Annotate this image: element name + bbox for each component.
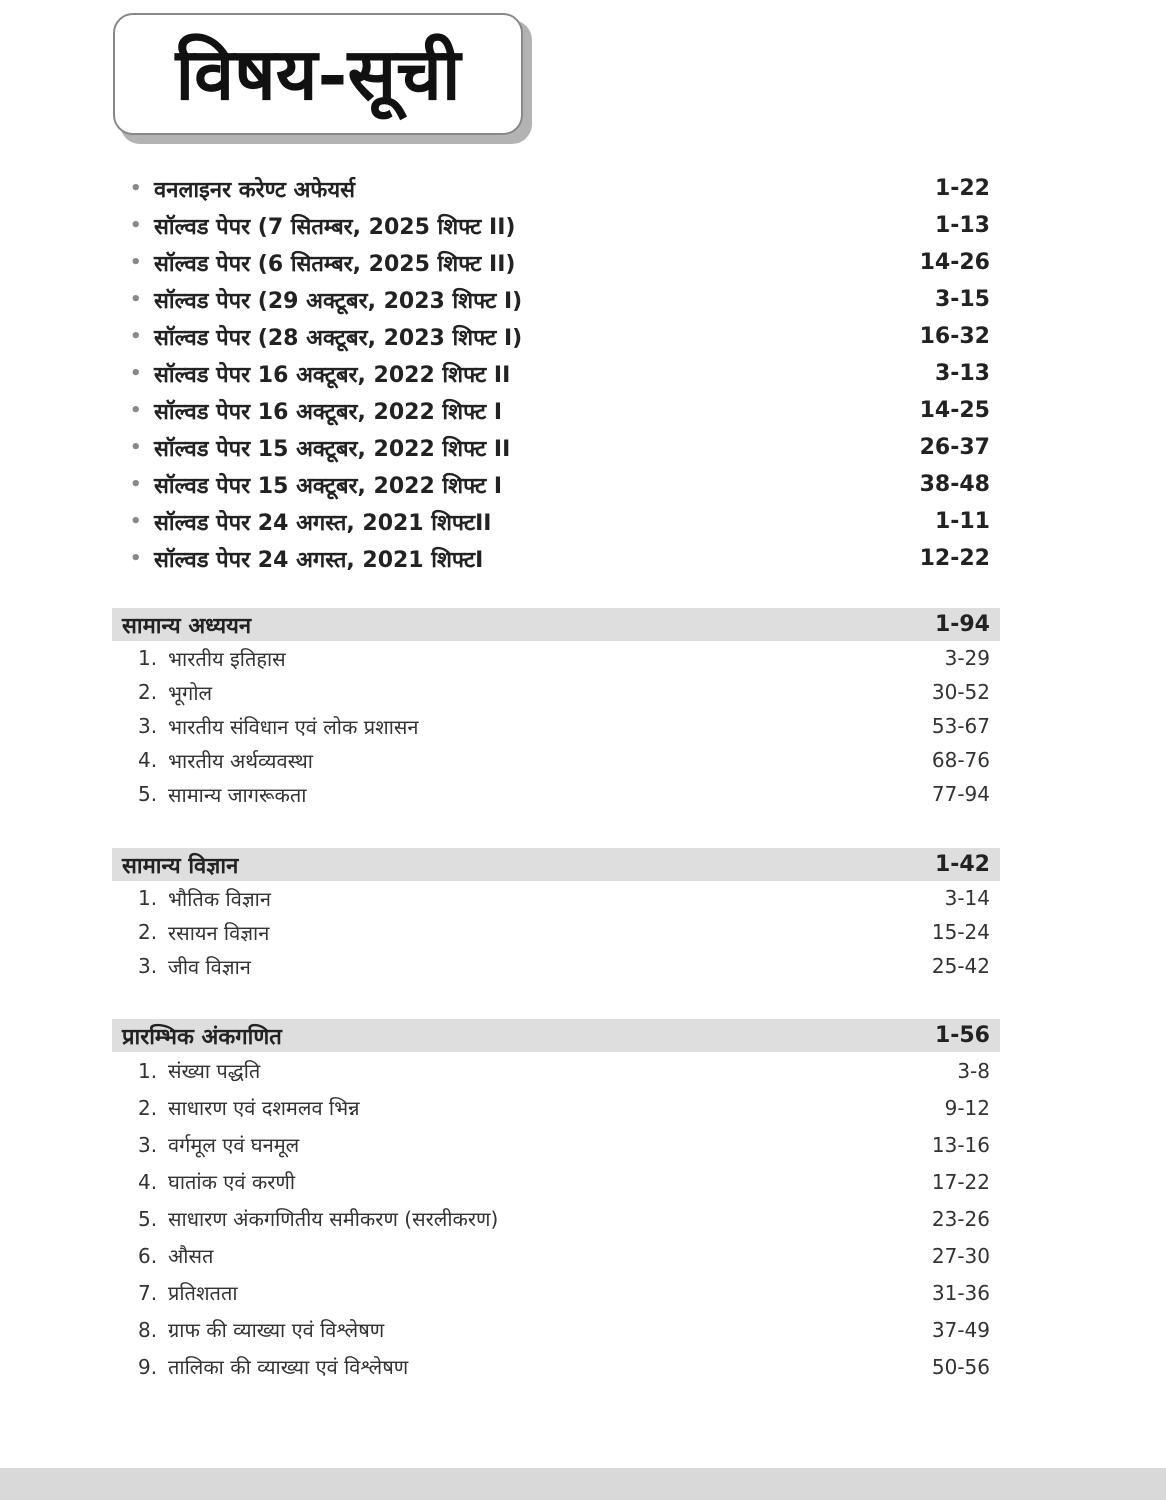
bullet-list bbox=[130, 170, 990, 577]
bullet-pages: 3-13 bbox=[934, 361, 990, 386]
item-label: साधारण अंकगणितीय समीकरण (सरलीकरण) bbox=[168, 1207, 499, 1231]
item-number: 1. bbox=[138, 1058, 158, 1083]
list-item[interactable] bbox=[112, 1200, 1000, 1237]
bullet-item[interactable] bbox=[130, 170, 990, 207]
section-general-studies bbox=[112, 608, 1000, 811]
item-number: 3. bbox=[138, 1132, 158, 1157]
bullet-dot-icon: • bbox=[130, 252, 142, 273]
item-label: सामान्य जागरूकता bbox=[168, 782, 307, 807]
bullet-pages: 1-13 bbox=[934, 213, 990, 238]
list-item[interactable] bbox=[112, 641, 1000, 675]
bullet-dot-icon: • bbox=[130, 437, 142, 458]
bullet-dot-icon: • bbox=[130, 511, 142, 532]
item-label: जीव विज्ञान bbox=[168, 954, 251, 979]
list-item[interactable] bbox=[112, 1274, 1000, 1311]
item-number: 9. bbox=[138, 1354, 158, 1379]
item-label: संख्या पद्धति bbox=[168, 1059, 261, 1083]
list-item[interactable] bbox=[112, 1052, 1000, 1089]
bullet-pages: 14-26 bbox=[919, 250, 990, 275]
bullet-dot-icon: • bbox=[130, 474, 142, 495]
bullet-label: सॉल्वड पेपर 24 अगस्त, 2021 शिफ्टII bbox=[154, 510, 492, 536]
bullet-pages: 1-11 bbox=[934, 509, 990, 534]
item-pages: 25-42 bbox=[931, 954, 990, 978]
list-item[interactable] bbox=[112, 1311, 1000, 1348]
section-header[interactable] bbox=[112, 1019, 1000, 1052]
item-number: 5. bbox=[138, 1206, 158, 1231]
list-item[interactable] bbox=[112, 915, 1000, 949]
bullet-item[interactable] bbox=[130, 244, 990, 281]
item-pages: 3-14 bbox=[944, 886, 990, 910]
bullet-dot-icon: • bbox=[130, 363, 142, 384]
section-pages: 1-94 bbox=[934, 612, 990, 637]
item-number: 1. bbox=[138, 886, 158, 910]
bullet-item[interactable] bbox=[130, 355, 990, 392]
bullet-label: सॉल्वड पेपर (7 सितम्बर, 2025 शिफ्ट II) bbox=[154, 214, 516, 240]
list-item[interactable] bbox=[112, 1089, 1000, 1126]
item-pages: 9-12 bbox=[944, 1095, 990, 1120]
bullet-label: वनलाइनर करेण्ट अफेयर्स bbox=[154, 177, 355, 203]
page-title: विषय-सूची bbox=[175, 31, 461, 116]
list-item[interactable] bbox=[112, 881, 1000, 915]
item-label: तालिका की व्याख्या एवं विश्लेषण bbox=[168, 1355, 409, 1379]
item-label: वर्गमूल एवं घनमूल bbox=[168, 1133, 300, 1157]
item-pages: 13-16 bbox=[931, 1132, 990, 1157]
bullet-label: सॉल्वड पेपर 15 अक्टूबर, 2022 शिफ्ट II bbox=[154, 436, 511, 462]
bullet-dot-icon: • bbox=[130, 400, 142, 421]
bullet-item[interactable] bbox=[130, 281, 990, 318]
section-header[interactable] bbox=[112, 848, 1000, 881]
item-label: भारतीय संविधान एवं लोक प्रशासन bbox=[168, 714, 419, 739]
bullet-label: सॉल्वड पेपर (29 अक्टूबर, 2023 शिफ्ट I) bbox=[154, 288, 523, 314]
bullet-pages: 12-22 bbox=[919, 546, 990, 571]
bullet-item[interactable] bbox=[130, 540, 990, 577]
list-item[interactable] bbox=[112, 1163, 1000, 1200]
item-number: 2. bbox=[138, 920, 158, 944]
section-pages: 1-42 bbox=[934, 852, 990, 877]
section-title: प्रारम्भिक अंकगणित bbox=[122, 1024, 282, 1050]
item-label: भारतीय अर्थव्यवस्था bbox=[168, 748, 313, 773]
item-number: 2. bbox=[138, 1095, 158, 1120]
item-number: 1. bbox=[138, 646, 158, 670]
item-label: भूगोल bbox=[168, 680, 213, 705]
item-pages: 3-29 bbox=[944, 646, 990, 670]
item-label: रसायन विज्ञान bbox=[168, 920, 270, 945]
bullet-label: सॉल्वड पेपर 16 अक्टूबर, 2022 शिफ्ट II bbox=[154, 362, 511, 388]
item-label: भौतिक विज्ञान bbox=[168, 886, 271, 911]
list-item[interactable] bbox=[112, 1126, 1000, 1163]
bullet-pages: 14-25 bbox=[919, 398, 990, 423]
item-label: ग्राफ की व्याख्या एवं विश्लेषण bbox=[168, 1318, 385, 1342]
bullet-item[interactable] bbox=[130, 466, 990, 503]
bullet-dot-icon: • bbox=[130, 215, 142, 236]
item-label: भारतीय इतिहास bbox=[168, 646, 286, 671]
bullet-dot-icon: • bbox=[130, 326, 142, 347]
bullet-item[interactable] bbox=[130, 503, 990, 540]
list-item[interactable] bbox=[112, 1237, 1000, 1274]
item-number: 5. bbox=[138, 782, 158, 806]
item-number: 7. bbox=[138, 1280, 158, 1305]
bullet-item[interactable] bbox=[130, 392, 990, 429]
section-title: सामान्य विज्ञान bbox=[122, 853, 239, 879]
item-pages: 77-94 bbox=[931, 782, 990, 806]
bullet-dot-icon: • bbox=[130, 289, 142, 310]
list-item[interactable] bbox=[112, 1348, 1000, 1385]
item-pages: 31-36 bbox=[931, 1280, 990, 1305]
bullet-item[interactable] bbox=[130, 207, 990, 244]
item-pages: 68-76 bbox=[931, 748, 990, 772]
bullet-label: सॉल्वड पेपर (6 सितम्बर, 2025 शिफ्ट II) bbox=[154, 251, 516, 277]
item-pages: 17-22 bbox=[931, 1169, 990, 1194]
item-pages: 37-49 bbox=[931, 1317, 990, 1342]
item-label: औसत bbox=[168, 1244, 214, 1268]
item-number: 2. bbox=[138, 680, 158, 704]
bullet-dot-icon: • bbox=[130, 178, 142, 199]
item-label: प्रतिशतता bbox=[168, 1281, 238, 1305]
bullet-pages: 3-15 bbox=[934, 287, 990, 312]
list-item[interactable] bbox=[112, 743, 1000, 777]
section-pages: 1-56 bbox=[934, 1023, 990, 1048]
bullet-pages: 16-32 bbox=[919, 324, 990, 349]
bullet-pages: 38-48 bbox=[919, 472, 990, 497]
item-pages: 23-26 bbox=[931, 1206, 990, 1231]
bullet-pages: 26-37 bbox=[919, 435, 990, 460]
item-number: 6. bbox=[138, 1243, 158, 1268]
item-number: 4. bbox=[138, 748, 158, 772]
footer-bar bbox=[0, 1468, 1166, 1500]
title-box bbox=[113, 13, 523, 135]
list-item[interactable] bbox=[112, 709, 1000, 743]
item-pages: 3-8 bbox=[957, 1058, 990, 1083]
bullet-dot-icon: • bbox=[130, 548, 142, 569]
bullet-label: सॉल्वड पेपर 24 अगस्त, 2021 शिफ्टI bbox=[154, 547, 484, 573]
bullet-pages: 1-22 bbox=[934, 176, 990, 201]
item-pages: 53-67 bbox=[931, 714, 990, 738]
item-number: 3. bbox=[138, 954, 158, 978]
item-pages: 50-56 bbox=[931, 1354, 990, 1379]
list-item[interactable] bbox=[112, 675, 1000, 709]
bullet-label: सॉल्वड पेपर (28 अक्टूबर, 2023 शिफ्ट I) bbox=[154, 325, 523, 351]
list-item[interactable] bbox=[112, 949, 1000, 983]
item-label: साधारण एवं दशमलव भिन्न bbox=[168, 1096, 360, 1120]
item-number: 8. bbox=[138, 1317, 158, 1342]
bullet-item[interactable] bbox=[130, 318, 990, 355]
item-pages: 27-30 bbox=[931, 1243, 990, 1268]
section-header[interactable] bbox=[112, 608, 1000, 641]
bullet-label: सॉल्वड पेपर 15 अक्टूबर, 2022 शिफ्ट I bbox=[154, 473, 503, 499]
section-general-science bbox=[112, 848, 1000, 983]
item-number: 4. bbox=[138, 1169, 158, 1194]
bullet-item[interactable] bbox=[130, 429, 990, 466]
section-arithmetic bbox=[112, 1019, 1000, 1385]
bullet-label: सॉल्वड पेपर 16 अक्टूबर, 2022 शिफ्ट I bbox=[154, 399, 503, 425]
section-title: सामान्य अध्ययन bbox=[122, 613, 252, 639]
item-pages: 30-52 bbox=[931, 680, 990, 704]
item-label: घातांक एवं करणी bbox=[168, 1170, 296, 1194]
item-number: 3. bbox=[138, 714, 158, 738]
list-item[interactable] bbox=[112, 777, 1000, 811]
item-pages: 15-24 bbox=[931, 920, 990, 944]
